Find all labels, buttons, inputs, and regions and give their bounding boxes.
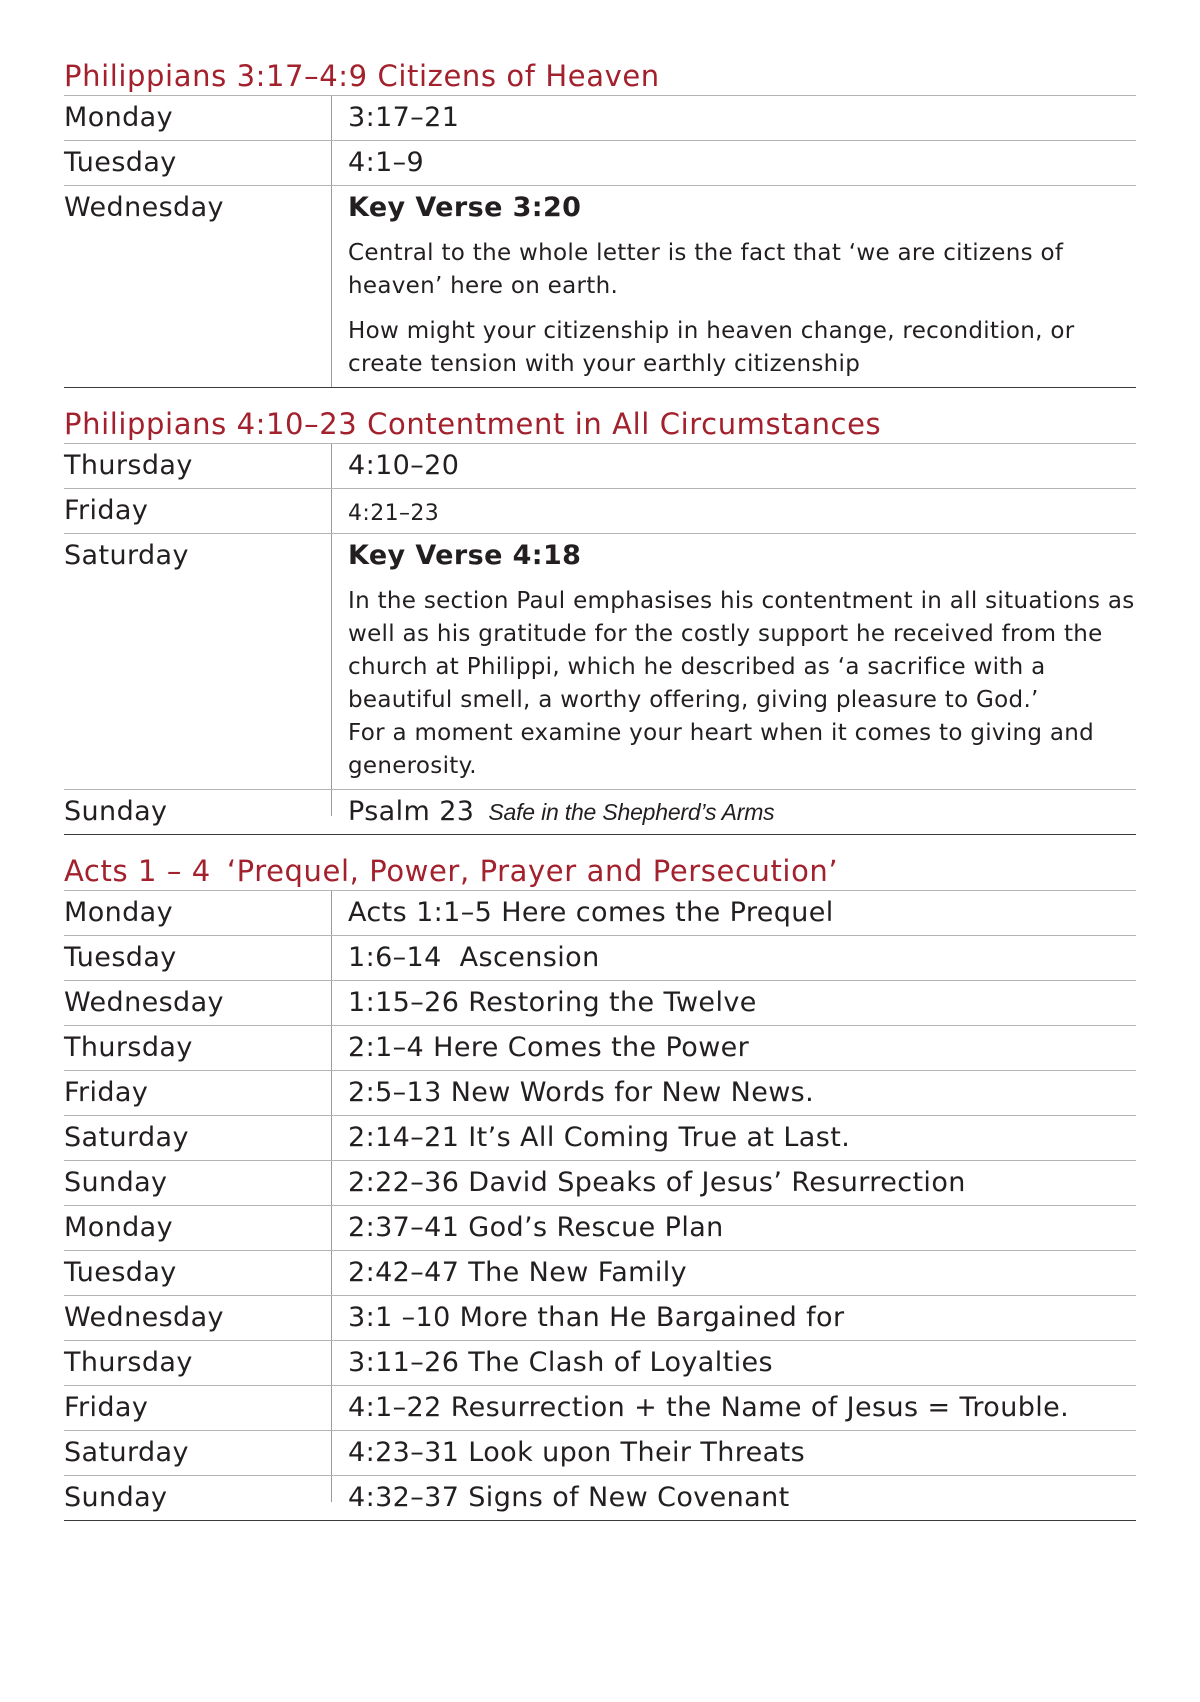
reading-ref: 4:1–22 Resurrection + the Name of Jesus = Trouble.: [348, 1392, 1070, 1423]
reading-row: [64, 790, 1136, 835]
reading-ref: 2:37–41 God’s Rescue Plan: [348, 1212, 724, 1243]
key-verse-row: [64, 534, 1136, 790]
reading-row: [64, 1071, 1136, 1116]
day-label: Sunday: [64, 1161, 332, 1205]
reading-ref: 4:23–31 Look upon Their Threats: [348, 1437, 806, 1468]
reflection-question: For a moment examine your heart when it comes to giving and generosity.: [348, 720, 1095, 779]
day-label: Friday: [64, 1071, 332, 1115]
day-label: Saturday: [64, 1431, 332, 1475]
reading-ref: 2:1–4 Here Comes the Power: [348, 1032, 750, 1063]
reading-ref: 3:1 –10 More than He Bargained for: [348, 1302, 845, 1333]
day-label: Monday: [64, 96, 332, 140]
reading-ref: 2:14–21 It’s All Coming True at Last.: [348, 1122, 851, 1153]
reading-row: [64, 891, 1136, 936]
key-verse-box: [332, 186, 1136, 387]
section-philippians-citizens: [64, 58, 1136, 388]
reading-ref: 3:17–21: [348, 102, 460, 133]
reading-row: [64, 1161, 1136, 1206]
reading-ref: 4:21–23: [348, 501, 440, 526]
section-title: [64, 853, 1136, 891]
day-label: Friday: [64, 1386, 332, 1430]
reading-row: [64, 981, 1136, 1026]
day-label: Thursday: [64, 1341, 332, 1385]
reading-row: [64, 1026, 1136, 1071]
reading-row: [64, 1476, 1136, 1521]
reading-row: [64, 96, 1136, 141]
psalm-ref: Psalm 23: [348, 796, 475, 827]
section-title-theme: ‘Prequel, Power, Prayer and Persecution’: [226, 854, 839, 888]
section-acts: [64, 853, 1136, 1521]
day-label: Friday: [64, 489, 332, 533]
key-verse-box: [332, 534, 1136, 789]
reading-ref: 1:6–14 Ascension: [348, 942, 600, 973]
reading-ref: 4:1–9: [348, 147, 425, 178]
section-title: Philippians 3:17–4:9 Citizens of Heaven: [64, 58, 1136, 96]
reading-row: [64, 1251, 1136, 1296]
reading-ref: [332, 790, 1136, 834]
day-label: Tuesday: [64, 936, 332, 980]
reading-ref: 2:42–47 The New Family: [348, 1257, 688, 1288]
reading-ref: 1:15–26 Restoring the Twelve: [348, 987, 757, 1018]
section-title-ref: Acts 1 – 4: [64, 854, 211, 888]
day-label: Tuesday: [64, 141, 332, 185]
day-label: Wednesday: [64, 981, 332, 1025]
reflection-paragraph: In the section Paul emphasises his contentment in all situations as well as his gratitude for the costly support he received from the church at Philippi, which he described as ‘a sacrifice with a beautiful smell, a worthy offering, giving pleasure to God.’: [348, 588, 1135, 713]
reading-ref: 3:11–26 The Clash of Loyalties: [348, 1347, 774, 1378]
reading-row: [64, 1206, 1136, 1251]
reading-plan: [64, 58, 1136, 1521]
reflection-question: How might your citizenship in heaven change, recondition, or create tension with your earthly citizenship: [348, 318, 1075, 377]
reading-ref: 2:5–13 New Words for New News.: [348, 1077, 815, 1108]
psalm-title: Safe in the Shepherd’s Arms: [488, 799, 775, 825]
key-verse-heading: Key Verse 3:20: [348, 192, 582, 223]
key-verse-row: [64, 186, 1136, 388]
reading-row: [64, 444, 1136, 489]
day-label: Saturday: [64, 1116, 332, 1160]
day-label: Wednesday: [64, 186, 332, 387]
day-label: Wednesday: [64, 1296, 332, 1340]
day-label: Thursday: [64, 1026, 332, 1070]
day-label: Monday: [64, 891, 332, 935]
reading-ref: 4:10–20: [348, 450, 460, 481]
reading-row: [64, 141, 1136, 186]
reading-ref: Acts 1:1–5 Here comes the Prequel: [348, 897, 834, 928]
reading-row: [64, 489, 1136, 534]
reading-row: [64, 1341, 1136, 1386]
section-title: Philippians 4:10–23 Contentment in All Circumstances: [64, 406, 1136, 444]
reflection-paragraph: Central to the whole letter is the fact that ‘we are citizens of heaven’ here on earth.: [348, 240, 1064, 299]
day-label: Sunday: [64, 790, 332, 834]
reading-row: [64, 1431, 1136, 1476]
day-label: Monday: [64, 1206, 332, 1250]
day-label: Tuesday: [64, 1251, 332, 1295]
reading-row: [64, 1296, 1136, 1341]
reading-ref: 4:32–37 Signs of New Covenant: [348, 1482, 790, 1513]
day-label: Saturday: [64, 534, 332, 789]
section-philippians-contentment: [64, 406, 1136, 835]
reading-ref: 2:22–36 David Speaks of Jesus’ Resurrection: [348, 1167, 966, 1198]
reading-row: [64, 1386, 1136, 1431]
reading-row: [64, 1116, 1136, 1161]
day-label: Thursday: [64, 444, 332, 488]
day-label: Sunday: [64, 1476, 332, 1520]
reading-row: [64, 936, 1136, 981]
key-verse-heading: Key Verse 4:18: [348, 540, 582, 571]
